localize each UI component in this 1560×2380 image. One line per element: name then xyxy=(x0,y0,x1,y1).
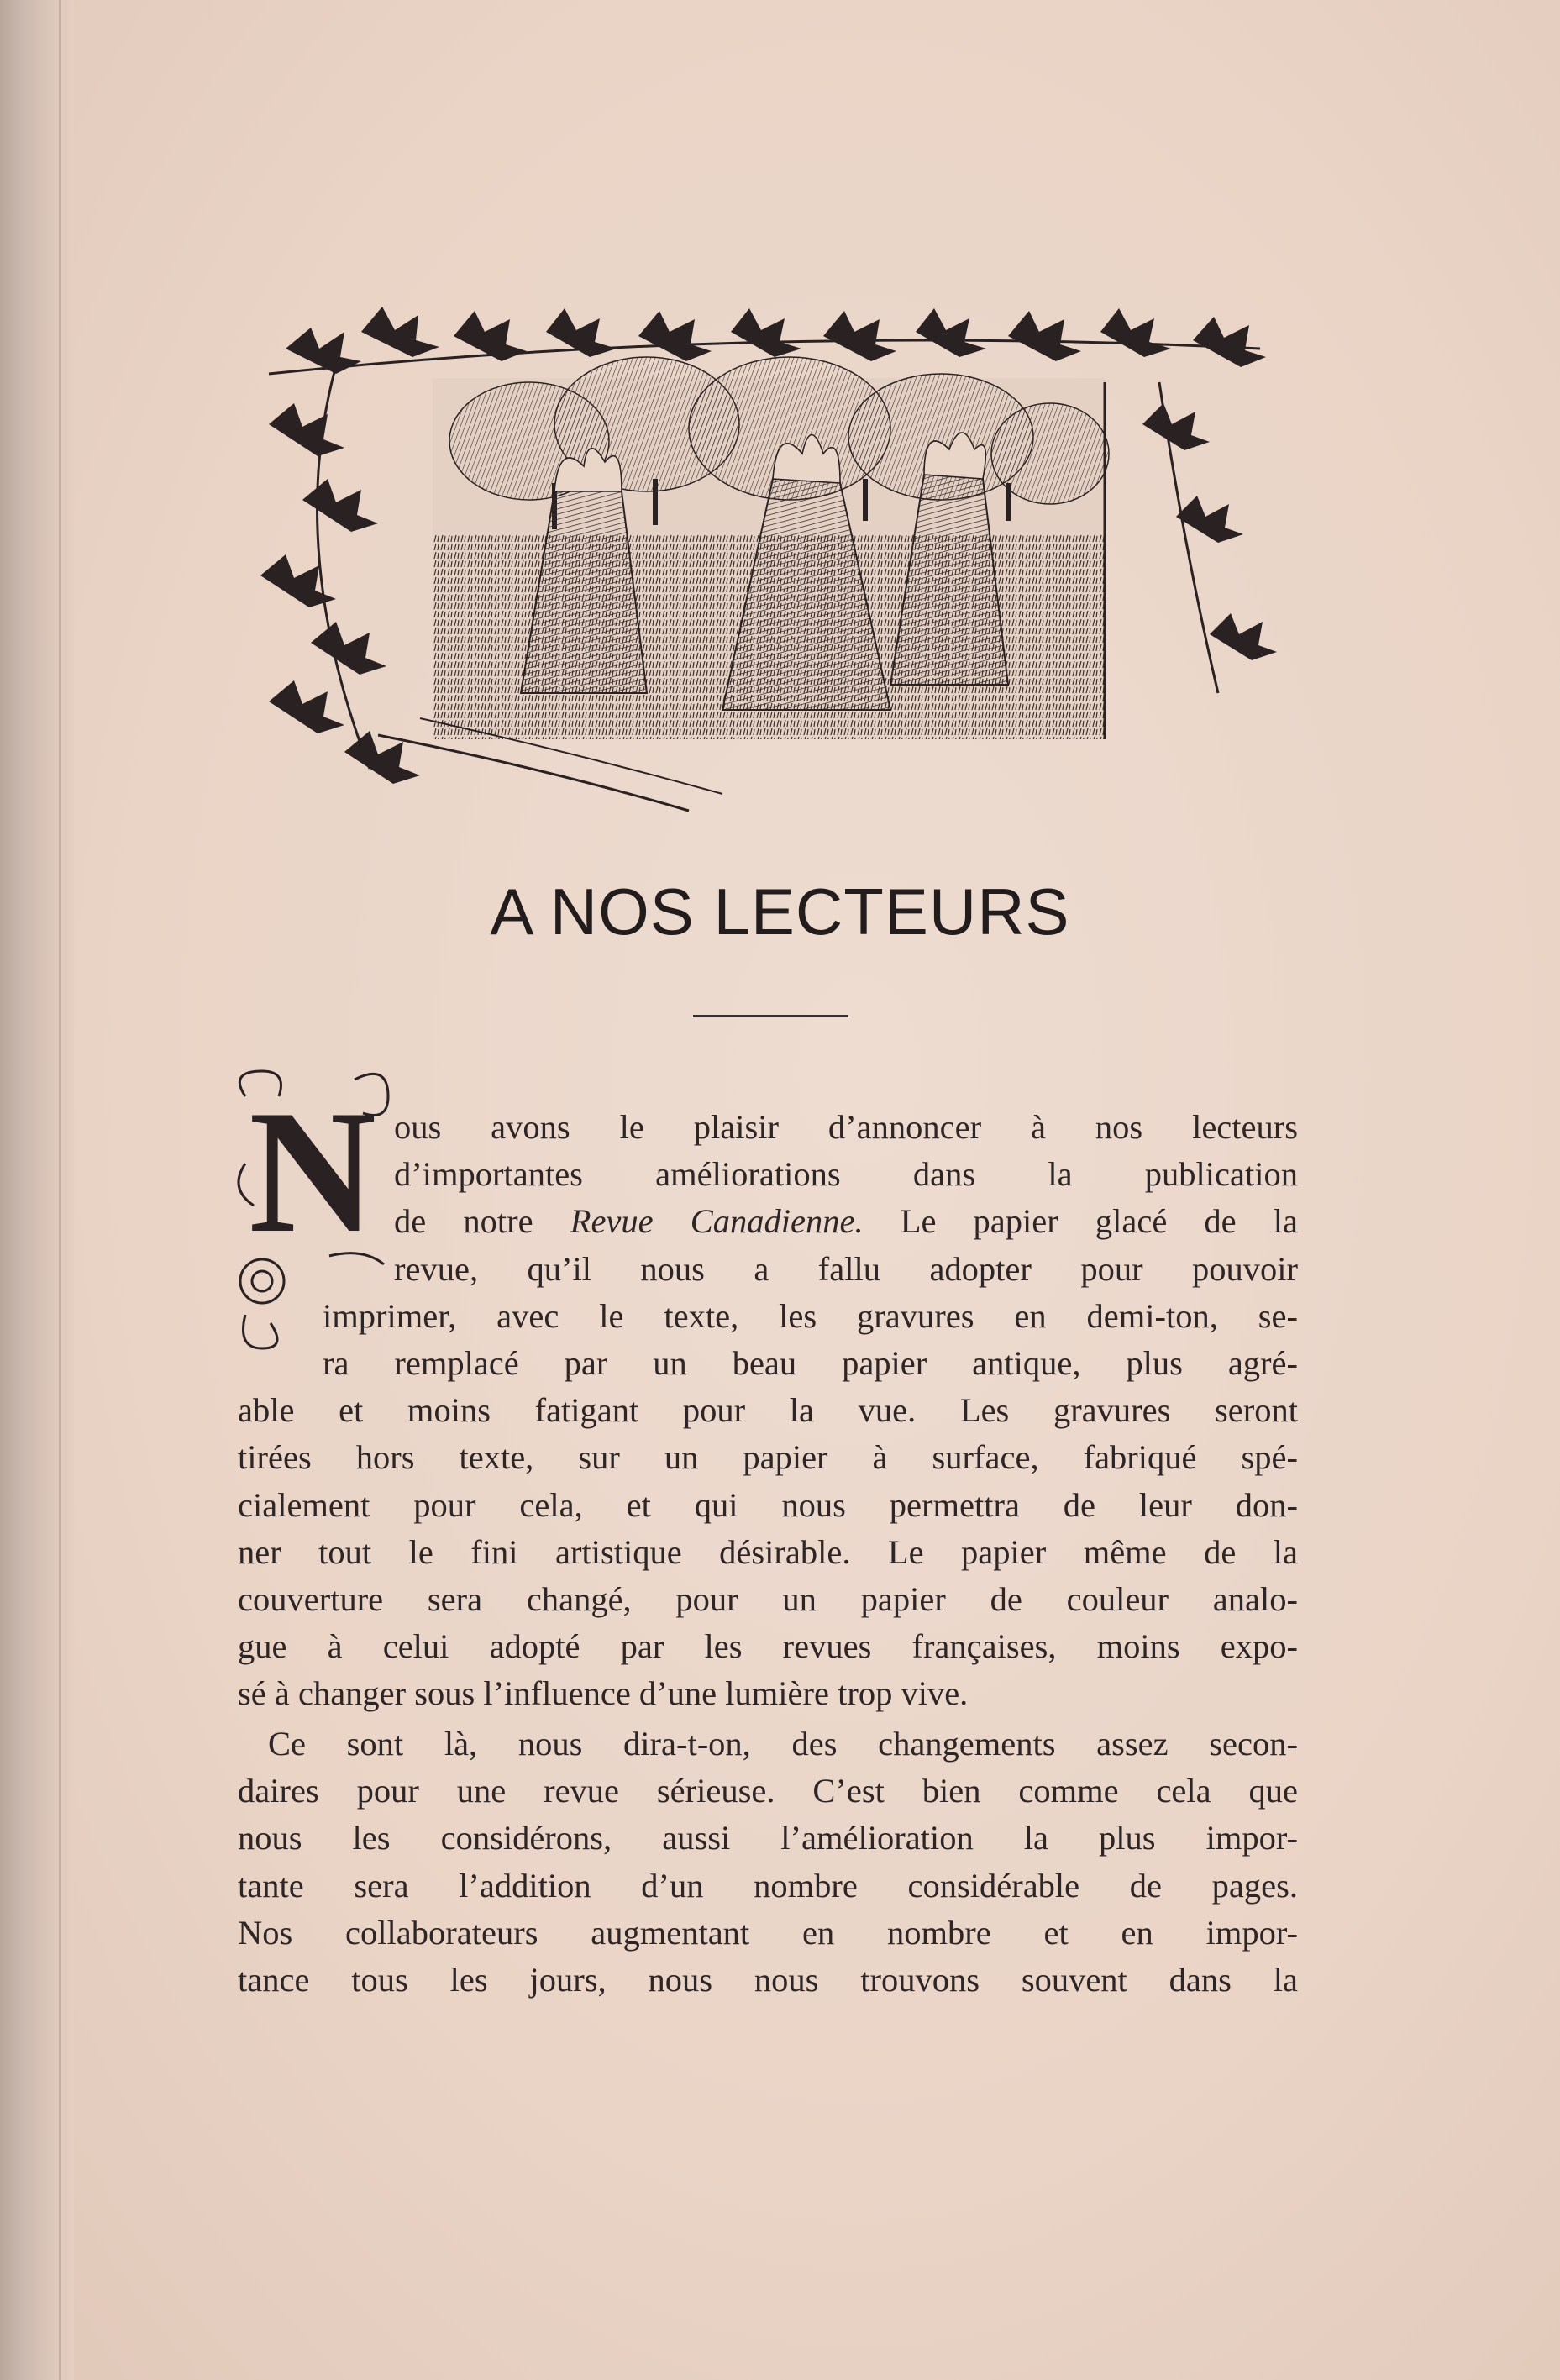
text-line: d’importantes améliorations dans la publication xyxy=(394,1155,1298,1194)
text-line: Ce sont là, nous dira-t-on, des changements assez secon- xyxy=(268,1725,1298,1763)
text-line: Nos collaborateurs augmentant en nombre et en impor- xyxy=(238,1913,1298,1952)
page-title: A NOS LECTEURS xyxy=(490,875,1070,948)
text-line: tirées hors texte, sur un papier à surface, fabriqué spé- xyxy=(238,1438,1298,1477)
journal-title: Revue Canadienne. xyxy=(570,1202,864,1241)
text-line: de notre Revue Canadienne. Le papier glacé de la xyxy=(394,1202,1298,1241)
spine-edge-line xyxy=(59,0,61,2380)
text-line: tance tous les jours, nous nous trouvons souvent dans la xyxy=(238,1961,1298,1999)
dropcap-letter: N xyxy=(249,1074,376,1269)
text-line: ous avons le plaisir d’annoncer à nos lecteurs xyxy=(394,1108,1298,1146)
text-line: ner tout le fini artistique désirable. Le papier même de la xyxy=(238,1532,1298,1571)
book-spine-shadow xyxy=(0,0,74,2380)
text-line: daires pour une revue sérieuse. C’est bien comme cela que xyxy=(238,1772,1298,1810)
paragraph-2 xyxy=(238,1721,1298,2004)
text-line: tante sera l’addition d’un nombre considérable de pages. xyxy=(238,1866,1298,1905)
text-line: couverture sera changé, pour un papier de couleur analo- xyxy=(238,1580,1298,1619)
text-line: gue à celui adopté par les revues françaises, moins expo- xyxy=(238,1627,1298,1666)
paragraph-1 xyxy=(238,1104,1298,1718)
text-line: imprimer, avec le texte, les gravures en demi-ton, se- xyxy=(323,1296,1298,1335)
text-line: revue, qu’il nous a fallu adopter pour pouvoir xyxy=(394,1249,1298,1288)
text-line: able et moins fatigant pour la vue. Les gravures seront xyxy=(238,1391,1298,1430)
title-divider xyxy=(693,1015,848,1017)
text-line: sé à changer sous l’influence d’une lumière trop vive. xyxy=(238,1674,969,1713)
text-line: nous les considérons, aussi l’amélioration la plus impor- xyxy=(238,1819,1298,1857)
text-line: cialement pour cela, et qui nous permettra de leur don- xyxy=(238,1485,1298,1524)
wheat-sheaves-engraving-icon xyxy=(252,298,1285,819)
text-line: ra remplacé par un beau papier antique, plus agré- xyxy=(323,1344,1298,1383)
